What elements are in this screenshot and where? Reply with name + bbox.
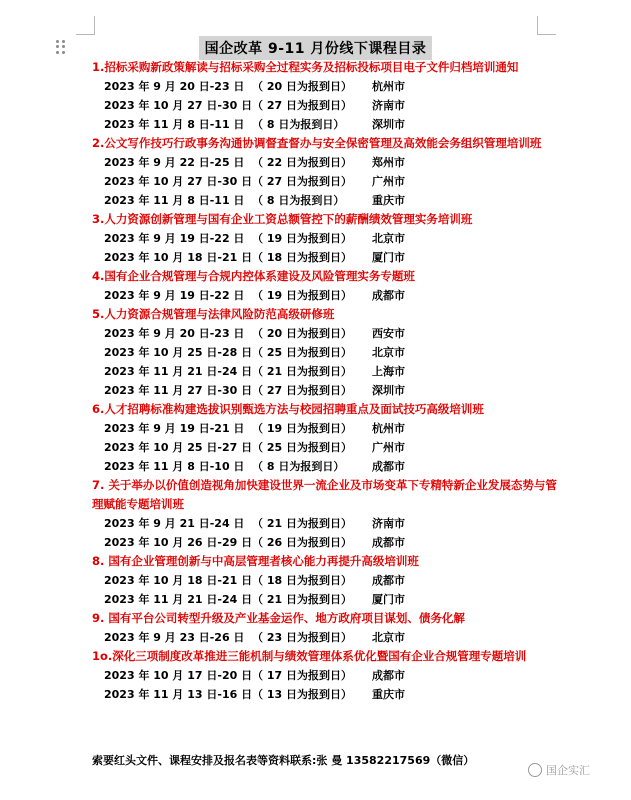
session-row — [92, 248, 562, 267]
session-city: 深圳市 — [372, 384, 405, 397]
session-date: 2023 年 10 月 25 日-27 日 — [104, 441, 253, 454]
session-report-day: （ 27 日为报到日） — [252, 175, 352, 188]
session-city: 广州市 — [372, 175, 405, 188]
brand-name: 国企实汇 — [546, 764, 590, 777]
session-city: 杭州市 — [372, 422, 405, 435]
session-date: 2023 年 10 月 17 日-20 日 — [104, 669, 253, 682]
session-city: 杭州市 — [372, 80, 405, 93]
session-report-day: （ 27 日为报到日） — [252, 99, 352, 112]
session-city: 重庆市 — [372, 194, 405, 207]
course-item — [92, 210, 562, 267]
course-item — [92, 647, 562, 704]
session-row — [92, 685, 562, 704]
session-row — [92, 457, 562, 476]
course-item — [92, 267, 562, 305]
course-title: 8. 国有企业管理创新与中高层管理者核心能力再提升高级培训班 — [92, 554, 419, 568]
session-city: 成都市 — [372, 536, 405, 549]
session-date: 2023 年 9 月 19 日-21 日 — [104, 422, 245, 435]
session-report-day: （ 25 日为报到日） — [252, 441, 352, 454]
session-date: 2023 年 10 月 27 日-30 日 — [104, 99, 253, 112]
session-row — [92, 438, 562, 457]
session-date: 2023 年 9 月 20 日-23 日 — [104, 80, 245, 93]
page-corner-mark-top-right — [537, 16, 556, 35]
session-date: 2023 年 10 月 18 日-21 日 — [104, 251, 253, 264]
session-date: 2023 年 10 月 25 日-28 日 — [104, 346, 253, 359]
session-date: 2023 年 11 月 27 日-30 日 — [104, 384, 253, 397]
session-date: 2023 年 11 月 8 日-11 日 — [104, 194, 245, 207]
session-date: 2023 年 11 月 21 日-24 日 — [104, 365, 253, 378]
contact-footer: 索要红头文件、课程安排及报名表等资料联系:张 曼 13582217569（微信） — [92, 754, 475, 767]
course-title: 6.人才招聘标准构建选拔识别甄选方法与校园招聘重点及面试技巧高级培训班 — [92, 402, 484, 416]
session-date: 2023 年 9 月 20 日-23 日 — [104, 327, 245, 340]
course-item — [92, 552, 562, 609]
course-item — [92, 134, 562, 210]
course-title: 3.人力资源创新管理与国有企业工资总额管控下的薪酬绩效管理实务培训班 — [92, 212, 473, 226]
session-report-day: （ 20 日为报到日） — [252, 327, 352, 340]
course-list — [92, 58, 562, 704]
page-corner-mark-top-left — [76, 16, 95, 35]
session-row — [92, 172, 562, 191]
session-row — [92, 571, 562, 590]
course-item — [92, 609, 562, 647]
session-city: 成都市 — [372, 289, 405, 302]
session-row — [92, 419, 562, 438]
course-item — [92, 305, 562, 400]
session-row — [92, 77, 562, 96]
session-row — [92, 343, 562, 362]
session-report-day: （ 21 日为报到日） — [252, 517, 352, 530]
session-report-day: （ 17 日为报到日） — [252, 669, 352, 682]
course-title: 7. 关于举办以价值创造视角加快建设世界一流企业及市场变革下专精特新企业发展态势与管理赋能专题培训班 — [92, 478, 557, 511]
session-city: 重庆市 — [372, 688, 405, 701]
course-title: 9. 国有平台公司转型升级及产业基金运作、地方政府项目谋划、债务化解 — [92, 611, 465, 625]
session-report-day: （ 20 日为报到日） — [252, 80, 352, 93]
session-row — [92, 533, 562, 552]
session-city: 成都市 — [372, 574, 405, 587]
session-city: 西安市 — [372, 327, 405, 340]
session-report-day: （ 18 日为报到日） — [252, 251, 352, 264]
session-report-day: （ 21 日为报到日） — [252, 593, 352, 606]
session-city: 深圳市 — [372, 118, 405, 131]
session-row — [92, 153, 562, 172]
session-report-day: （ 19 日为报到日） — [252, 422, 352, 435]
session-date: 2023 年 10 月 27 日-30 日 — [104, 175, 253, 188]
session-city: 北京市 — [372, 346, 405, 359]
course-title: 1.招标采购新政策解读与招标采购全过程实务及招标投标项目电子文件归档培训通知 — [92, 60, 519, 74]
session-report-day: （ 8 日为报到日） — [252, 460, 345, 473]
session-date: 2023 年 9 月 19 日-22 日 — [104, 289, 245, 302]
session-row — [92, 666, 562, 685]
session-report-day: （ 19 日为报到日） — [252, 232, 352, 245]
session-report-day: （ 13 日为报到日） — [252, 688, 352, 701]
session-city: 上海市 — [372, 365, 405, 378]
session-city: 北京市 — [372, 631, 405, 644]
session-row — [92, 115, 562, 134]
session-report-day: （ 8 日为报到日） — [252, 194, 345, 207]
session-report-day: （ 25 日为报到日） — [252, 346, 352, 359]
course-item — [92, 58, 562, 134]
session-row — [92, 191, 562, 210]
session-row — [92, 381, 562, 400]
session-city: 广州市 — [372, 441, 405, 454]
session-row — [92, 324, 562, 343]
session-report-day: （ 19 日为报到日） — [252, 289, 352, 302]
wechat-logo-icon — [528, 763, 542, 777]
session-date: 2023 年 10 月 26 日-29 日 — [104, 536, 253, 549]
course-title: 2.公文写作技巧行政事务沟通协调督查督办与安全保密管理及高效能会务组织管理培训班 — [92, 136, 542, 150]
session-report-day: （ 22 日为报到日） — [252, 156, 352, 169]
session-row — [92, 628, 562, 647]
session-row — [92, 590, 562, 609]
session-row — [92, 362, 562, 381]
session-date: 2023 年 10 月 18 日-21 日 — [104, 574, 253, 587]
session-report-day: （ 26 日为报到日） — [252, 536, 352, 549]
session-date: 2023 年 11 月 13 日-16 日 — [104, 688, 253, 701]
session-city: 成都市 — [372, 460, 405, 473]
course-item — [92, 400, 562, 476]
session-report-day: （ 18 日为报到日） — [252, 574, 352, 587]
course-title: 4.国有企业合规管理与合规内控体系建设及风险管理实务专题班 — [92, 269, 415, 283]
brand-logo — [528, 762, 590, 778]
session-date: 2023 年 11 月 8 日-10 日 — [104, 460, 245, 473]
session-city: 厦门市 — [372, 593, 405, 606]
session-city: 济南市 — [372, 517, 405, 530]
session-report-day: （ 27 日为报到日） — [252, 384, 352, 397]
session-date: 2023 年 9 月 21 日-24 日 — [104, 517, 245, 530]
session-date: 2023 年 11 月 21 日-24 日 — [104, 593, 253, 606]
session-city: 厦门市 — [372, 251, 405, 264]
session-report-day: （ 23 日为报到日） — [252, 631, 352, 644]
session-date: 2023 年 9 月 19 日-22 日 — [104, 232, 245, 245]
session-city: 济南市 — [372, 99, 405, 112]
session-city: 郑州市 — [372, 156, 405, 169]
session-row — [92, 96, 562, 115]
session-city: 北京市 — [372, 232, 405, 245]
session-report-day: （ 8 日为报到日） — [252, 118, 345, 131]
session-city: 成都市 — [372, 669, 405, 682]
session-report-day: （ 21 日为报到日） — [252, 365, 352, 378]
session-row — [92, 286, 562, 305]
course-title: 5.人力资源合规管理与法律风险防范高级研修班 — [92, 307, 335, 321]
document-title: 国企改革 9-11 月份线下课程目录 — [199, 36, 433, 60]
session-row — [92, 514, 562, 533]
course-title: 1o.深化三项制度改革推进三能机制与绩效管理体系优化暨国有企业合规管理专题培训 — [92, 649, 527, 663]
session-date: 2023 年 9 月 22 日-25 日 — [104, 156, 245, 169]
title-wrapper — [0, 36, 631, 60]
session-row — [92, 229, 562, 248]
session-date: 2023 年 11 月 8 日-11 日 — [104, 118, 245, 131]
course-item — [92, 476, 562, 552]
session-date: 2023 年 9 月 23 日-26 日 — [104, 631, 245, 644]
